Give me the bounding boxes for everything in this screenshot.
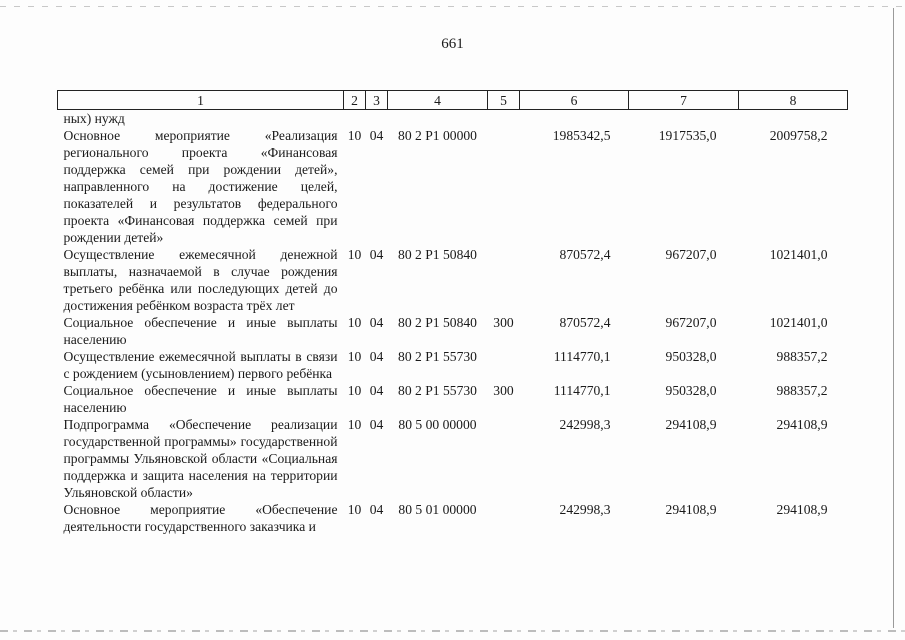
row-target-code: 80 5 00 00000 — [398, 417, 477, 432]
row-expense-type — [488, 246, 520, 314]
row-amount-col7: 950328,0 — [665, 383, 717, 398]
row-section: 10 — [347, 502, 362, 517]
scan-top-edge — [0, 6, 905, 7]
row-target-code: 80 2 P1 50840 — [398, 315, 477, 330]
row-amount-col6 — [520, 110, 629, 128]
row-amount-col6: 242998,3 — [559, 417, 611, 432]
row-target-code: 80 2 P1 55730 — [398, 349, 477, 364]
row-amount-col6: 870572,4 — [559, 247, 611, 262]
row-name: ных) нужд — [63, 111, 125, 126]
row-subsection: 04 — [369, 417, 384, 432]
header-col-7: 7 — [629, 91, 739, 110]
row-amount-col8: 988357,2 — [776, 349, 828, 364]
header-col-8: 8 — [739, 91, 848, 110]
row-subsection — [366, 110, 388, 128]
row-subsection: 04 — [369, 502, 384, 517]
header-col-1: 1 — [58, 91, 344, 110]
row-section: 10 — [347, 315, 362, 330]
row-amount-col6: 1114770,1 — [553, 383, 611, 398]
row-target-code: 80 5 01 00000 — [398, 502, 477, 517]
page-number: 661 — [441, 36, 464, 52]
header-col-4: 4 — [388, 91, 488, 110]
row-amount-col8: 1021401,0 — [769, 315, 828, 330]
row-amount-col6: 1985342,5 — [552, 128, 611, 143]
row-name: Осуществление ежемесячной денежной выплаты, назначаемой в случае рождения третьего ребёнка или последующих детей до достижения ребёнком возраста трёх лет — [63, 247, 338, 313]
header-col-2: 2 — [344, 91, 366, 110]
row-amount-col8: 988357,2 — [776, 383, 828, 398]
budget-table — [57, 90, 848, 535]
row-amount-col6: 870572,4 — [559, 315, 611, 330]
row-target-code: 80 2 P1 50840 — [398, 247, 477, 262]
row-section: 10 — [347, 247, 362, 262]
row-amount-col7: 950328,0 — [665, 349, 717, 364]
table-row — [58, 501, 848, 535]
row-expense-type — [488, 348, 520, 382]
row-amount-col6: 1114770,1 — [553, 349, 611, 364]
row-expense-type — [488, 501, 520, 535]
row-expense-type — [488, 416, 520, 501]
row-target-code: 80 2 P1 55730 — [398, 383, 477, 398]
row-subsection: 04 — [369, 315, 384, 330]
scan-bottom-edge — [0, 630, 905, 632]
row-subsection: 04 — [369, 383, 384, 398]
table-row — [58, 246, 848, 314]
row-section: 10 — [347, 383, 362, 398]
row-section: 10 — [347, 349, 362, 364]
row-amount-col7: 967207,0 — [665, 247, 717, 262]
header-col-3: 3 — [366, 91, 388, 110]
row-name: Основное мероприятие «Реализация регионального проекта «Финансовая поддержка семей при рождении детей», направленного на достижение целей, показателей и результатов федерального проекта «Финансовая поддержка семей при рождении детей» — [63, 128, 338, 245]
row-amount-col6: 242998,3 — [559, 502, 611, 517]
row-subsection: 04 — [369, 128, 384, 143]
row-target-code — [388, 110, 488, 128]
column-number-header — [58, 91, 848, 110]
row-expense-type — [488, 110, 520, 128]
row-amount-col7: 294108,9 — [665, 417, 717, 432]
row-section — [344, 110, 366, 128]
table-row — [58, 314, 848, 348]
row-name: Социальное обеспечение и иные выплаты населению — [63, 383, 338, 415]
row-amount-col8: 294108,9 — [776, 417, 828, 432]
table-row — [58, 127, 848, 246]
header-col-6: 6 — [520, 91, 629, 110]
row-expense-type: 300 — [493, 383, 514, 398]
row-expense-type: 300 — [493, 315, 514, 330]
row-subsection: 04 — [369, 247, 384, 262]
row-amount-col8: 1021401,0 — [769, 247, 828, 262]
row-amount-col7 — [629, 110, 739, 128]
row-section: 10 — [347, 417, 362, 432]
row-amount-col7: 1917535,0 — [658, 128, 717, 143]
row-target-code: 80 2 P1 00000 — [398, 128, 477, 143]
table-row — [58, 416, 848, 501]
row-name: Осуществление ежемесячной выплаты в связи с рождением (усыновлением) первого ребёнка — [63, 349, 338, 381]
row-subsection: 04 — [369, 349, 384, 364]
row-name: Социальное обеспечение и иные выплаты населению — [63, 315, 338, 347]
table-row — [58, 110, 848, 128]
row-name: Основное мероприятие «Обеспечение деятельности государственного заказчика и — [63, 502, 338, 534]
table-row — [58, 382, 848, 416]
row-amount-col8: 2009758,2 — [769, 128, 828, 143]
scan-right-edge — [893, 8, 894, 628]
table-row — [58, 348, 848, 382]
row-amount-col8: 294108,9 — [776, 502, 828, 517]
row-amount-col7: 294108,9 — [665, 502, 717, 517]
row-amount-col8 — [739, 110, 848, 128]
header-col-5: 5 — [488, 91, 520, 110]
row-expense-type — [488, 127, 520, 246]
row-section: 10 — [347, 128, 362, 143]
row-amount-col7: 967207,0 — [665, 315, 717, 330]
row-name: Подпрограмма «Обеспечение реализации государственной программы» государственной программы Ульяновской области «Социальная поддержка и защита населения на территории Ульяновской области» — [63, 417, 338, 500]
